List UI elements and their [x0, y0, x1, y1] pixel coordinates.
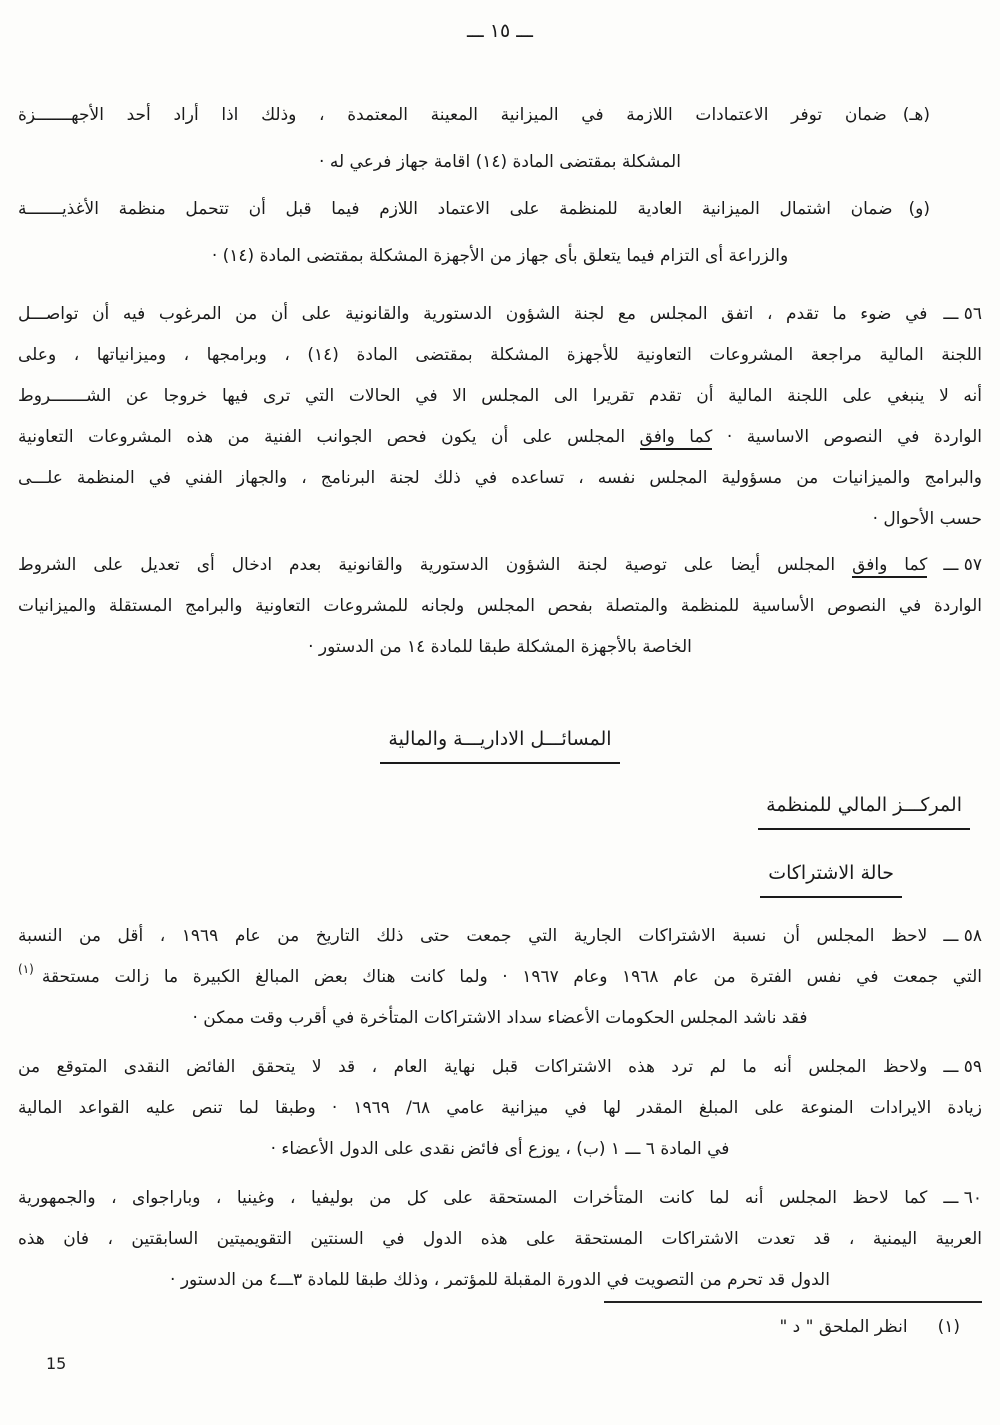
- paragraph-text: ولاحظ المجلس أنه ما لم ترد هذه الاشتراكات قبل نهاية العام ، قد لا يتحقق الفائض النقدى المتوقع من: [18, 1057, 928, 1077]
- paragraph-text-segment: الواردة في النصوص الاساسية ·: [712, 427, 982, 447]
- list-item-text: ضمان توفر الاعتمادات اللازمة في الميزانية المعينة المعتمدة ، وذلك اذا أراد أحد الأجهـــــــزة: [18, 105, 887, 125]
- paragraph-text: العربية اليمنية ، قد تعدت الاشتراكات المستحقة على هذه الدول في السنتين التقويميتين السابقتين ، فان هذه: [18, 1229, 982, 1249]
- subsection-title-text: المركـــز المالي للمنظمة: [758, 792, 970, 830]
- footnote-marker: (١): [937, 1317, 960, 1337]
- underlined-phrase: كما وافق: [852, 555, 927, 578]
- list-item-ha: [18, 92, 982, 186]
- paragraph-text: لاحظ المجلس أن نسبة الاشتراكات الجارية التي جمعت حتى ذلك التاريخ من عام ١٩٦٩ ، أقل من النسبة: [18, 926, 928, 946]
- list-item-first-line: [18, 92, 982, 139]
- list-item-marker: (و): [908, 199, 930, 219]
- paragraph-number: ٥٨ ـــ: [943, 926, 982, 946]
- paragraph-text-segment: المجلس على أن يكون فحص الجوانب الفنية من هذه المشروعات التعاونية: [18, 427, 640, 447]
- subsection-title-contributions-status: [18, 860, 982, 898]
- paragraph-text: [18, 417, 982, 458]
- list-item-text: والزراعة أى التزام فيما يتعلق بأى جهاز من الأجهزة المشكلة بمقتضى المادة (١٤) ·: [211, 246, 789, 266]
- paragraph-text: الدول قد تحرم من التصويت في الدورة المقبلة للمؤتمر ، وذلك طبقا للمادة ٣ـــ٤ من الدستور ·: [170, 1270, 830, 1290]
- list-item-text: ضمان اشتمال الميزانية العادية للمنظمة على الاعتماد اللازم فيما قبل أن تتحمل منظمة الأغذيـــــــة: [18, 199, 893, 219]
- paragraph-number: ٥٦ ـــ: [943, 304, 982, 324]
- list-item-waw: [18, 186, 982, 280]
- footnote-divider: [604, 1301, 982, 1303]
- paragraph-text: أنه لا ينبغي على اللجنة المالية أن تقدم تقريرا الى المجلس الا في الحالات التي ترى فيها خروجا عن الشـــــــروط: [18, 386, 982, 406]
- paragraph-first-line: [18, 545, 982, 586]
- paragraph-first-line: [18, 916, 982, 957]
- footnote-reference: (١): [18, 962, 34, 976]
- paragraph-text: حسب الأحوال ·: [872, 509, 982, 529]
- paragraph-58: [18, 916, 982, 1039]
- section-title-text: المسائـــل الاداريـــة والمالية: [380, 726, 619, 764]
- paragraph-text: الخاصة بالأجهزة المشكلة طبقا للمادة ١٤ من الدستور ·: [308, 637, 692, 657]
- paragraph-57: [18, 545, 982, 668]
- paragraph-text: اللجنة المالية مراجعة المشروعات التعاونية للأجهزة المشكلة بمقتضى المادة (١٤) ، وبرامجها ، وميزانياتها ، وعلى: [18, 345, 982, 365]
- footnote-line: [604, 1309, 982, 1345]
- paragraph-number: ٥٧ ـــ: [943, 555, 982, 575]
- footnote: [604, 1301, 982, 1345]
- paragraph-first-line: [18, 1178, 982, 1219]
- paragraph-text-segment: المجلس أيضا على توصية لجنة الشؤون الدستورية والقانونية بعدم ادخال أى تعديل على الشروط: [18, 555, 853, 575]
- paragraph-text: في ضوء ما تقدم ، اتفق المجلس مع لجنة الشؤون الدستورية والقانونية على أن من المرغوب فيه أن تواصـــل: [18, 304, 928, 324]
- paragraph-text: كما لاحظ المجلس أنه لما كانت المتأخرات المستحقة على كل من بوليفيا ، وغينيا ، وباراجواى ، والجمهورية: [18, 1188, 928, 1208]
- paragraph-number: ٦٠ ـــ: [943, 1188, 982, 1208]
- paragraph-text: [18, 957, 982, 998]
- paragraph-text-segment: التي جمعت في نفس الفترة من عام ١٩٦٨ وعام ١٩٦٧ · ولما كانت هناك بعض المبالغ الكبيرة ما زالت مستحقة: [41, 967, 982, 987]
- underlined-phrase: كما وافق: [640, 427, 713, 450]
- paragraph-59: [18, 1047, 982, 1170]
- subsection-title-financial-position: [18, 792, 982, 830]
- paragraph-number: ٥٩ ـــ: [943, 1057, 982, 1077]
- paragraph-text: زيادة الايرادات المنوعة على المبلغ المقدر لها في ميزانية عامي ٦٨/ ١٩٦٩ · وطبقا لما تنص عليه القواعد المالية: [18, 1098, 982, 1118]
- paragraph-first-line: [18, 294, 982, 335]
- footer-page-number: 15: [46, 1354, 67, 1373]
- paragraph-first-line: [18, 1047, 982, 1088]
- list-item-text: المشكلة بمقتضى المادة (١٤) اقامة جهاز فرعي له ·: [319, 152, 681, 172]
- list-item-first-line: [18, 186, 982, 233]
- paragraph-text: فقد ناشد المجلس الحكومات الأعضاء سداد الاشتراكات المتأخرة في أقرب وقت ممكن ·: [192, 1008, 808, 1028]
- paragraph-text: [18, 545, 927, 586]
- paragraph-text: والبرامج والميزانيات من مسؤولية المجلس نفسه ، تساعده في ذلك لجنة البرنامج ، والجهاز الفني في المنظمة علـــى: [18, 468, 982, 488]
- list-item-marker: (هـ): [902, 105, 930, 125]
- footnote-text: انظر الملحق " د ": [779, 1317, 908, 1337]
- paragraph-text: الواردة في النصوص الأساسية للمنظمة والمتصلة بفحص المجلس ولجانه للمشروعات التعاونية والبرامج المستقلة والميزانيات: [18, 596, 982, 616]
- paragraph-text: في المادة ٦ ـــ ١ (ب) ، يوزع أى فائض نقدى على الدول الأعضاء ·: [270, 1139, 730, 1159]
- subsection-title-text: حالة الاشتراكات: [760, 860, 902, 898]
- header-page-number: ـــ ١٥ ـــ: [467, 20, 533, 42]
- paragraph-56: [18, 294, 982, 540]
- paragraph-60: [18, 1178, 982, 1301]
- section-title-administrative-financial-matters: [18, 726, 982, 764]
